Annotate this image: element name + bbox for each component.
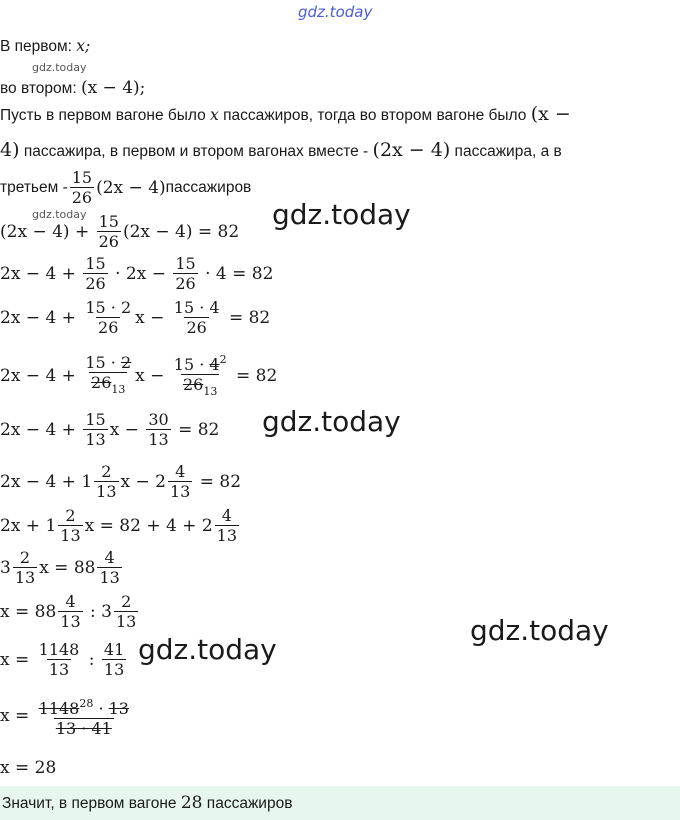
cancelled-digit: 26 (183, 375, 204, 394)
equation-line-6 (0, 462, 241, 501)
numerator: 30 (148, 410, 169, 429)
math-expr: 2x − 4 + (0, 419, 82, 440)
math-expr: x = 82 + 4 + 2 (84, 515, 213, 536)
watermark-small-2: gdz.today (32, 208, 87, 221)
numerator: 4 (221, 506, 232, 525)
watermark-big-2: gdz.today (262, 405, 401, 438)
fraction (168, 462, 192, 501)
paragraph-line-1 (0, 104, 571, 126)
math-expr: 2x + 1 (0, 515, 57, 536)
paragraph-text: пассажира, в первом и втором вагонах вместе - (19, 143, 373, 160)
second-car-label: во втором: (0, 80, 81, 97)
numerator: 4 (175, 462, 186, 481)
denominator: 13 (60, 612, 81, 631)
math-expr: = 82 (194, 471, 242, 492)
math-expr: (2x − 4) = 82 (122, 221, 240, 242)
answer-text (0, 793, 292, 814)
paragraph-text: Пусть в первом вагоне было (0, 107, 211, 124)
denominator (54, 718, 114, 738)
equation-line-9 (0, 592, 140, 631)
math-expr: 4) (0, 139, 20, 161)
numerator (172, 350, 229, 374)
equation-line-2 (0, 254, 273, 293)
equation-line-11 (0, 694, 133, 738)
equation-line-7 (0, 506, 241, 545)
numerator: 15 · 4 (173, 298, 220, 317)
cancelled-digit: 2 (120, 352, 132, 372)
paragraph-text: третьем - (0, 178, 68, 196)
math-expr: x − (109, 419, 145, 440)
equation-line-12 (0, 758, 56, 778)
denominator: 26 (186, 318, 207, 337)
first-car-label: В первом: (0, 38, 77, 55)
answer-text-part: пассажиров (202, 794, 293, 812)
numerator (83, 353, 133, 372)
var-x: x (210, 106, 219, 124)
reduced-value: 28 (79, 697, 94, 710)
fraction (146, 410, 170, 449)
numerator: 15 (71, 168, 93, 187)
fraction (58, 592, 82, 631)
math-expr: 2x − 4 + (0, 263, 82, 284)
denominator (181, 374, 219, 401)
denominator: 13 (14, 568, 36, 587)
math-expr: = 82 (172, 419, 220, 440)
fraction (172, 298, 222, 337)
math-expr: 2x − 4 + (0, 365, 82, 386)
math-expr: (x − (530, 103, 571, 125)
math-expr: : (83, 649, 100, 670)
first-car-expr: x; (76, 37, 91, 55)
math-expr: = 82 (230, 365, 278, 386)
math-expr: 1 (81, 471, 93, 492)
fraction (70, 168, 94, 207)
numerator-part: 15 · (173, 355, 210, 374)
fraction (97, 212, 121, 251)
fraction (94, 462, 118, 501)
fraction (13, 548, 37, 587)
watermark-big-4: gdz.today (138, 633, 277, 666)
watermark-top: gdz.today (298, 3, 373, 21)
watermark-big-3: gdz.today (470, 614, 609, 647)
watermark-small-1: gdz.today (32, 61, 87, 74)
math-expr: · 4 = 82 (199, 263, 274, 284)
math-expr: x = 88 (39, 557, 96, 578)
denominator: 13 (60, 526, 81, 545)
numerator: 4 (65, 592, 76, 611)
math-expr: : 3 (84, 601, 112, 622)
cancelled-digit: 26 (91, 372, 112, 392)
fraction (114, 592, 138, 631)
fraction (83, 353, 133, 399)
numerator: 15 (175, 254, 196, 273)
numerator: 4 (104, 548, 115, 567)
answer-box (0, 786, 680, 820)
denominator: 26 (98, 232, 119, 251)
reduced-value: 13 (203, 385, 218, 398)
paragraph-line-3 (0, 168, 251, 207)
numerator: 15 (98, 212, 119, 231)
math-expr: = 82 (223, 307, 271, 328)
reduced-value: 13 (111, 382, 126, 396)
math-expr: (2x − 4) (96, 177, 166, 198)
denominator: 13 (216, 526, 238, 545)
denominator: 13 (96, 482, 117, 501)
math-expr: x = 88 (0, 601, 57, 622)
paragraph-text: пассажиров, тогда во втором вагоне было (218, 107, 531, 124)
answer-text-part: Значит, в первом вагоне (2, 794, 181, 812)
denominator: 13 (48, 660, 70, 679)
math-expr: x = (0, 706, 35, 726)
math-expr: x − (135, 307, 170, 328)
denominator: 13 (99, 568, 120, 587)
fraction (83, 298, 133, 337)
numerator: 15 · 2 (85, 298, 132, 317)
numerator: 2 (19, 548, 31, 567)
numerator: 2 (101, 462, 112, 481)
numerator: 1148 (38, 640, 80, 659)
denominator (89, 372, 127, 399)
numerator (37, 694, 131, 718)
equation-line-8 (0, 548, 124, 587)
denominator: 13 (85, 430, 106, 449)
math-expr: 3 (0, 557, 11, 578)
paragraph-text: пассажиров (165, 178, 252, 196)
fraction (37, 694, 131, 738)
numerator-part: · (93, 699, 109, 718)
denominator: 13 (103, 660, 125, 679)
denominator: 26 (85, 274, 106, 293)
fraction (215, 506, 239, 545)
math-expr: x − 2 (120, 471, 166, 492)
equation-line-5 (0, 410, 219, 449)
second-car-expr: (x − 4); (80, 78, 146, 98)
numerator-part: 15 · (85, 352, 121, 372)
cancelled-digit: 4 (209, 355, 220, 374)
equation-line-10 (0, 640, 128, 679)
fraction (83, 410, 107, 449)
numerator: 15 (85, 410, 106, 429)
fraction (97, 548, 121, 587)
numerator: 2 (65, 506, 76, 525)
math-expr: (2x − 4) (372, 139, 451, 161)
second-car-line (0, 78, 145, 99)
math-expr: (2x − 4) + (0, 221, 95, 242)
numerator: 41 (103, 640, 125, 659)
fraction (37, 640, 82, 679)
reduced-value: 2 (219, 353, 227, 366)
cancelled-digit: 13 (108, 699, 129, 718)
math-expr: 2x − 4 + (0, 471, 82, 492)
first-car-line (0, 36, 90, 57)
math-expr: x = (0, 649, 35, 670)
fraction (58, 506, 82, 545)
fraction (173, 254, 197, 293)
denominator: 13 (169, 482, 191, 501)
math-expr: x = 28 (0, 758, 57, 778)
fraction (172, 350, 229, 401)
equation-line-4 (0, 350, 277, 401)
denominator: 13 (148, 430, 169, 449)
paragraph-text: пассажира, а в (450, 143, 562, 160)
math-expr: 2x − 4 + (0, 307, 82, 328)
numerator: 15 (85, 254, 106, 273)
paragraph-line-2 (0, 140, 562, 162)
answer-value: 28 (180, 792, 203, 813)
denominator: 26 (175, 274, 196, 293)
denominator: 26 (71, 188, 93, 207)
math-expr: x − (135, 365, 170, 386)
cancelled-digit: 1148 (38, 699, 80, 718)
equation-line-3 (0, 298, 270, 337)
fraction (83, 254, 107, 293)
fraction (102, 640, 126, 679)
math-expr: · 2x − (109, 263, 172, 284)
denominator: 26 (98, 318, 119, 337)
numerator: 2 (121, 592, 132, 611)
equation-line-1 (0, 212, 239, 251)
denominator: 13 (116, 612, 137, 631)
cancelled-digit: 13 · 41 (55, 719, 112, 738)
watermark-big-1: gdz.today (272, 198, 411, 231)
